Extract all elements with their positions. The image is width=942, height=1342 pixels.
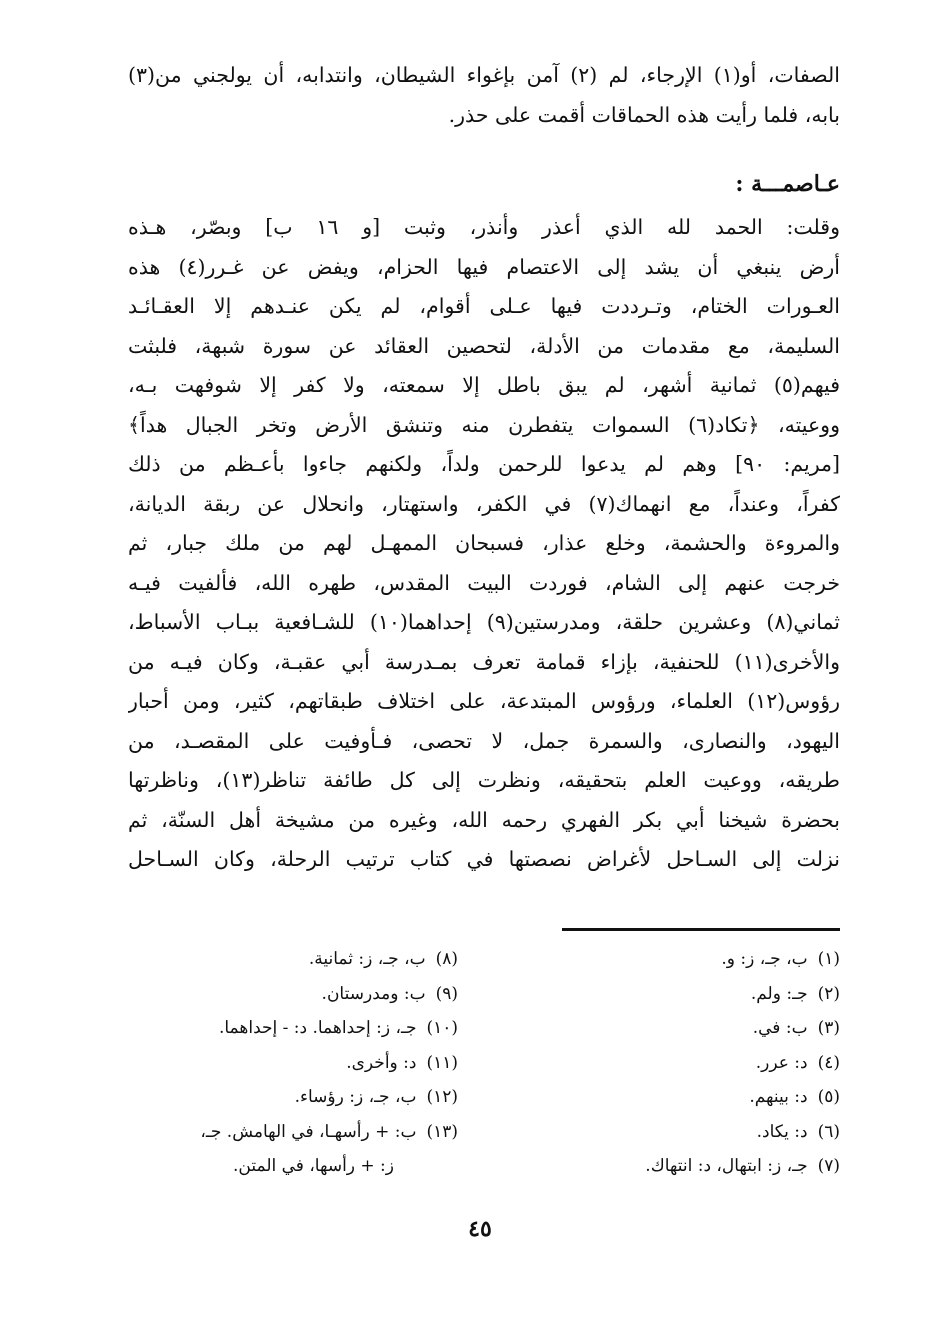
- footnote-text: د: يكاد.: [756, 1121, 808, 1142]
- footnotes-left-column: [98, 942, 458, 1184]
- footnote: [500, 1011, 840, 1046]
- footnote-number: (٩): [435, 983, 458, 1004]
- text-line: بحضرة شيخنا أبي بكر الفهري رحمه الله، وغيره من مشيخة أهل السنّة، ثم: [128, 807, 840, 832]
- footnote-number: (٤): [817, 1052, 840, 1073]
- footnote-number: (١): [817, 949, 840, 969]
- text-line: والمروءة والحشمة، وخلع عذار، فسبحان الممهـل لهم من ملك جبار، ثم: [128, 531, 840, 555]
- text-line: نزلت إلى السـاحل لأغراض نصصتها في كتاب ترتيب الرحلة، وكان السـاحل: [128, 847, 840, 871]
- footnote: [98, 1046, 458, 1081]
- footnote: [98, 1011, 458, 1046]
- text-line: [مريم: ٩٠] وهم لم يدعوا للرحمن ولداً، ولكنهم جاءوا بأعـظم من ذلك: [128, 452, 840, 476]
- text-line: والأخرى(١١) للحنفية، بإزاء قمامة تعرف بمـدرسة أبي عقبـة، وكان فيـه من: [128, 649, 840, 674]
- body-paragraph: [128, 208, 840, 880]
- text-line: السليمة، مع مقدمات من الأدلة، لتحصين العقائد عن سورة شبهة، فلبثت: [128, 333, 840, 358]
- footnote: [98, 942, 458, 977]
- footnote: [500, 942, 840, 977]
- footnotes-right-column: [500, 942, 840, 1184]
- footnote-number: (٦): [817, 1121, 840, 1142]
- footnote: [500, 1149, 840, 1184]
- footnote: [500, 1080, 840, 1115]
- footnote-number: (٨): [435, 949, 458, 969]
- footnote-text: د: وأخرى.: [346, 1052, 417, 1073]
- footnote-text: جـ، ز: ابتهال، د: انتهاك.: [645, 1156, 808, 1176]
- text-line: بابه، فلما رأيت هذه الحماقات أقمت على حذر.: [448, 102, 840, 127]
- footnote-text: ب، جـ، ز: ثمانية.: [308, 949, 426, 969]
- footnote: [98, 1115, 458, 1150]
- text-line: العـورات الختام، وتـرددت فيها عـلى أقوام، لم يكن عنـدهم إلا العقـائـد: [128, 294, 840, 318]
- footnote-separator: [562, 928, 840, 931]
- text-line: خرجت عنهم إلى الشام، فوردت البيت المقدس، طهره الله، فألفيت فيـه: [128, 570, 840, 595]
- text-line: طريقه، ووعيت العلم بتحقيقه، ونظرت إلى كل طائفة تناظر(١٣)، وناظرتها: [128, 768, 840, 792]
- footnote: [98, 977, 458, 1012]
- text-line: كفراً، وعنداً، مع انهماك(٧) في الكفر، واستهتار، وانحلال عن ربقة الديانة،: [128, 491, 840, 516]
- footnote: [500, 977, 840, 1012]
- footnote-number: (١٠): [426, 1018, 458, 1038]
- footnote-text: ب: ومدرستان.: [321, 983, 426, 1004]
- footnote-text: جـ، ز: إحداهما. د: - إحداهما.: [218, 1018, 417, 1038]
- footnote: [500, 1115, 840, 1150]
- footnote-number: (١٢): [426, 1087, 458, 1107]
- footnote-number: (٣): [817, 1018, 840, 1038]
- text-line: رؤوس(١٢) العلماء، ورؤوس المبتدعة، على اختلاف طبقاتهم، كثير، ومن أحبار: [128, 689, 840, 713]
- text-line: اليهود، والنصارى، والسمرة جمل، لا تحصى، فـأوفيت على المقصـد، من: [128, 728, 840, 753]
- text-line: أرض ينبغي أن يشد إلى الاعتصام فيها الحزام، ويفض عن غـرر(٤) هذه: [128, 254, 840, 279]
- footnote-text: د: بينهم.: [749, 1087, 808, 1107]
- footnote-text: د: عرر.: [755, 1052, 808, 1073]
- text-line: وقلت: الحمد لله الذي أعذر وأنذر، وثبت [و ١٦ ب] وبصّر، هـذه: [128, 215, 840, 239]
- text-line: الصفات، أو(١) الإرجاء، لم (٢) آمن بإغواء الشيطان، وانتدابه، أن يولجني من(٣): [128, 63, 840, 87]
- footnote-text: ب، جـ، ز: رؤساء.: [294, 1087, 417, 1107]
- top-paragraph: [128, 56, 840, 135]
- section-heading: عـاصمـــة :: [735, 171, 840, 197]
- page-number: ٤٥: [468, 1216, 492, 1242]
- text-line: ووعيته، ﴿تكاد(٦) السموات يتفطرن منه وتنشق الأرض وتخر الجبال هداً﴾: [128, 412, 840, 437]
- footnote-text: ب: + رأسهـا، في الهامش. جـ،: [200, 1121, 417, 1142]
- footnote: [98, 1080, 458, 1115]
- text-line: ثماني(٨) وعشرين حلقة، ومدرستين(٩) إحداهما(١٠) للشـافعية ببـاب الأسباط،: [128, 610, 840, 634]
- footnote-number: (٧): [817, 1156, 840, 1176]
- footnote-number: (١٣): [426, 1121, 458, 1142]
- text-line: فيهم(٥) ثمانية أشهر، لم يبق باطل إلا سمعته، ولا كفر إلا شوفهت بـه،: [128, 373, 840, 397]
- footnote-number: (١١): [426, 1052, 458, 1073]
- footnote: [500, 1046, 840, 1081]
- footnote-text: جـ: ولم.: [750, 983, 808, 1004]
- footnote-number: (٥): [817, 1087, 840, 1107]
- footnote-number: (٢): [817, 983, 840, 1004]
- footnote-text: ب، جـ، ز: و.: [721, 949, 808, 969]
- footnote-continuation: ز: + رأسها، في المتن.: [233, 1156, 394, 1176]
- footnote-text: ب: في.: [752, 1018, 808, 1038]
